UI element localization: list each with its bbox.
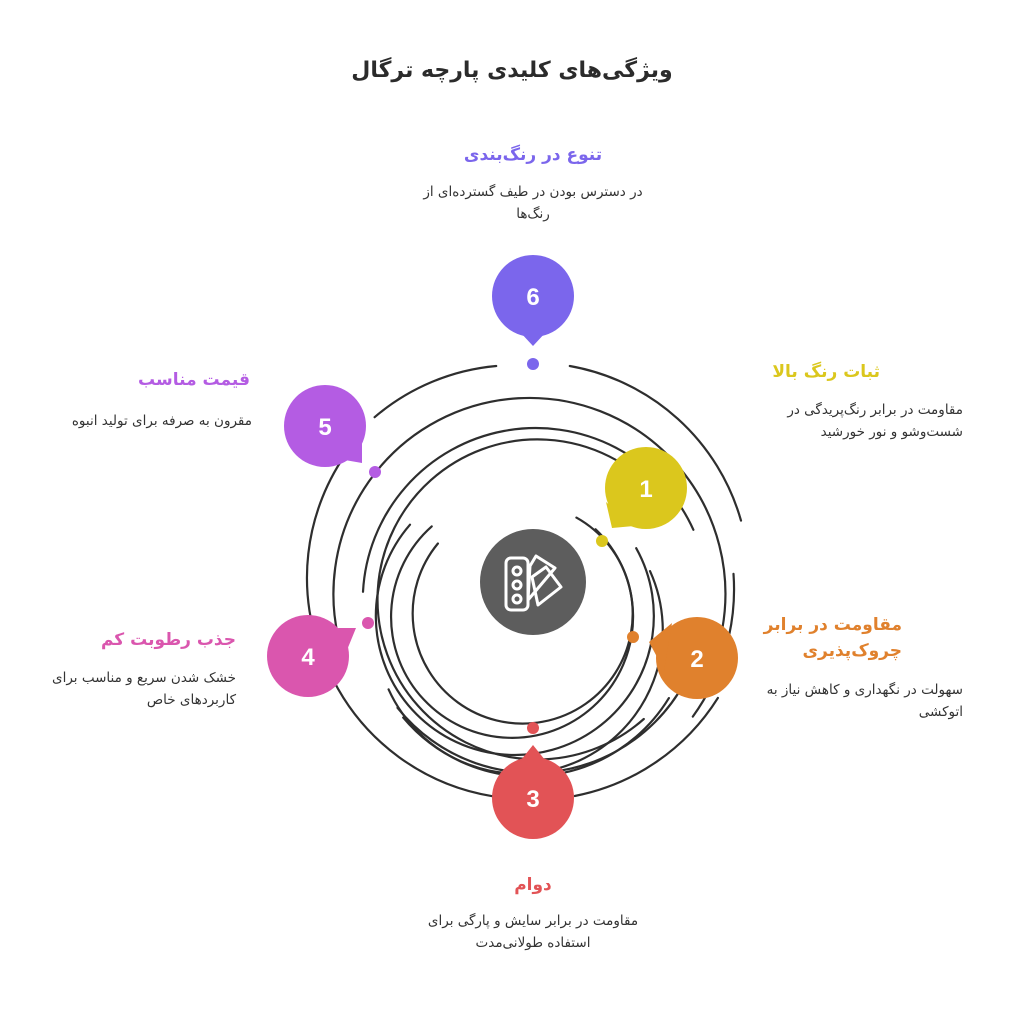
feature-title-3: دوام [514, 875, 552, 895]
feature-marker-3[interactable] [492, 745, 574, 839]
feature-marker-4[interactable] [267, 615, 356, 697]
feature-marker-1[interactable] [605, 447, 687, 529]
feature-number-4: 4 [301, 644, 315, 671]
feature-title-6: تنوع در رنگ‌بندی [463, 145, 603, 165]
feature-description-1: مقاومت در برابر رنگ‌پریدگی در شست‌وشو و نور خورشید [787, 402, 963, 440]
connector-dot-4 [362, 617, 374, 629]
feature-number-2: 2 [690, 646, 704, 673]
connector-dot-3 [527, 722, 539, 734]
feature-description-6: در دسترس بودن در طیف گسترده‌ای از رنگ‌ها [423, 184, 643, 222]
feature-title-4: جذب رطوبت کم [100, 630, 236, 650]
connector-dot-6 [527, 358, 539, 370]
feature-number-5: 5 [318, 414, 332, 441]
feature-number-1: 1 [639, 476, 653, 503]
feature-description-5: مقرون به صرفه برای تولید انبوه [71, 413, 252, 429]
feature-marker-6[interactable] [492, 255, 574, 346]
feature-description-2: سهولت در نگهداری و کاهش نیاز به اتوکشی [766, 682, 963, 720]
diagram-title: ویژگی‌های کلیدی پارچه ترگال [351, 58, 673, 83]
connector-dot-5 [369, 466, 381, 478]
orbit-ring-12 [375, 366, 497, 417]
orbit-ring-14 [333, 680, 492, 796]
connector-dot-2 [627, 631, 639, 643]
feature-title-1: ثبات رنگ بالا [772, 362, 880, 382]
connector-dot-1 [596, 535, 608, 547]
feature-number-6: 6 [526, 284, 540, 311]
feature-marker-5[interactable] [284, 385, 366, 467]
feature-title-2: مقاومت در برابر چروک‌پذیری [763, 615, 902, 662]
feature-title-5: قیمت مناسب [138, 370, 250, 390]
feature-description-4: خشک شدن سریع و مناسب برای کاربردهای خاص [52, 670, 236, 708]
feature-description-3: مقاومت در برابر سایش و پارگی برای استفاده طولانی‌مدت [427, 913, 639, 951]
feature-number-3: 3 [526, 786, 540, 813]
